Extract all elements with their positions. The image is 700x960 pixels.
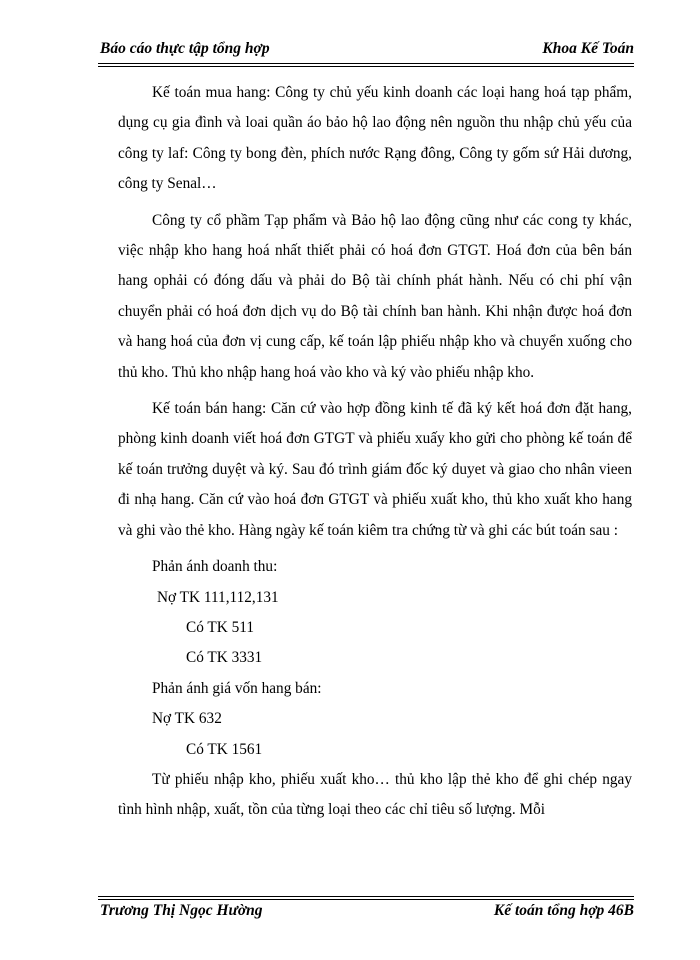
paragraph-sales: Kế toán bán hang: Căn cứ vào hợp đồng kinh tế đã ký kết hoá đơn đặt hang, phòng kinh doanh viết hoá đơn GTGT và phiếu xuấy kho gửi cho phòng kế toán để kế toán trưởng duyệt và ký. Sau đó trình giám đốc ký duyet và giao cho nhân vieen đi nhạ hang. Căn cứ vào hoá đơn GTGT và phiếu xuất kho, thủ kho xuất kho hang và ghi vào thẻ kho. Hàng ngày kế toán kiêm tra chứng từ và ghi các bút toán sau : — [118, 400, 632, 539]
footer-rule — [98, 896, 634, 900]
entry-credit-1561: Có TK 1561 — [186, 740, 263, 758]
footer-author: Trương Thị Ngọc Hường — [100, 902, 263, 919]
page-footer — [100, 902, 634, 924]
entry-cogs-heading: Phản ánh giá vốn hang bán: — [152, 679, 322, 697]
document-body — [118, 78, 632, 832]
entry-debit-111: Nợ TK 111,112,131 — [157, 588, 279, 606]
paragraph-warehouse-receipt: Công ty cổ phầm Tạp phẩm và Bảo hộ lao động cũng như các cong ty khác, việc nhập kho hang hoá nhất thiết phải có hoá đơn GTGT. Hoá đơn của bên bán hang ophải có đóng dấu và phải do Bộ tài chính phát hành. Nếu có chi phí vận chuyển phải có hoá đơn dịch vụ do Bộ tài chính ban hành. Khi nhận được hoá đơn và hang hoá của đơn vị cung cấp, kế toán lập phiếu nhập kho và chuyển xuống cho thủ kho. Thủ kho nhập hang hoá vào kho và ký vào phiếu nhập kho. — [118, 211, 632, 381]
paragraph-purchasing: Kế toán mua hang: Công ty chủ yếu kinh doanh các loại hang hoá tạp phẩm, dụng cụ gia đình và loai quần áo bảo hộ lao động nên nguồn thu nhập chủ yếu của công ty laf: Công ty bong đèn, phích nước Rạng đông, Công ty gốm sứ Hải dương, công ty Senal… — [118, 84, 632, 193]
paragraph-stock-card: Từ phiếu nhập kho, phiếu xuất kho… thủ kho lập thẻ kho để ghi chép ngay tình hình nhập, xuất, tồn của từng loại theo các chỉ tiêu số lượng. Mỗi — [118, 770, 632, 819]
entry-credit-511: Có TK 511 — [186, 618, 254, 636]
entry-credit-3331: Có TK 3331 — [186, 649, 263, 667]
footer-class: Kế toán tổng hợp 46B — [493, 902, 634, 919]
entry-revenue-heading: Phản ánh doanh thu: — [152, 558, 278, 576]
header-report-title: Báo cáo thực tập tổng hợp — [100, 40, 270, 57]
header-department: Khoa Kế Toán — [542, 40, 634, 57]
entry-debit-632: Nợ TK 632 — [152, 710, 222, 728]
header-rule — [98, 63, 634, 67]
page-header — [100, 40, 634, 62]
